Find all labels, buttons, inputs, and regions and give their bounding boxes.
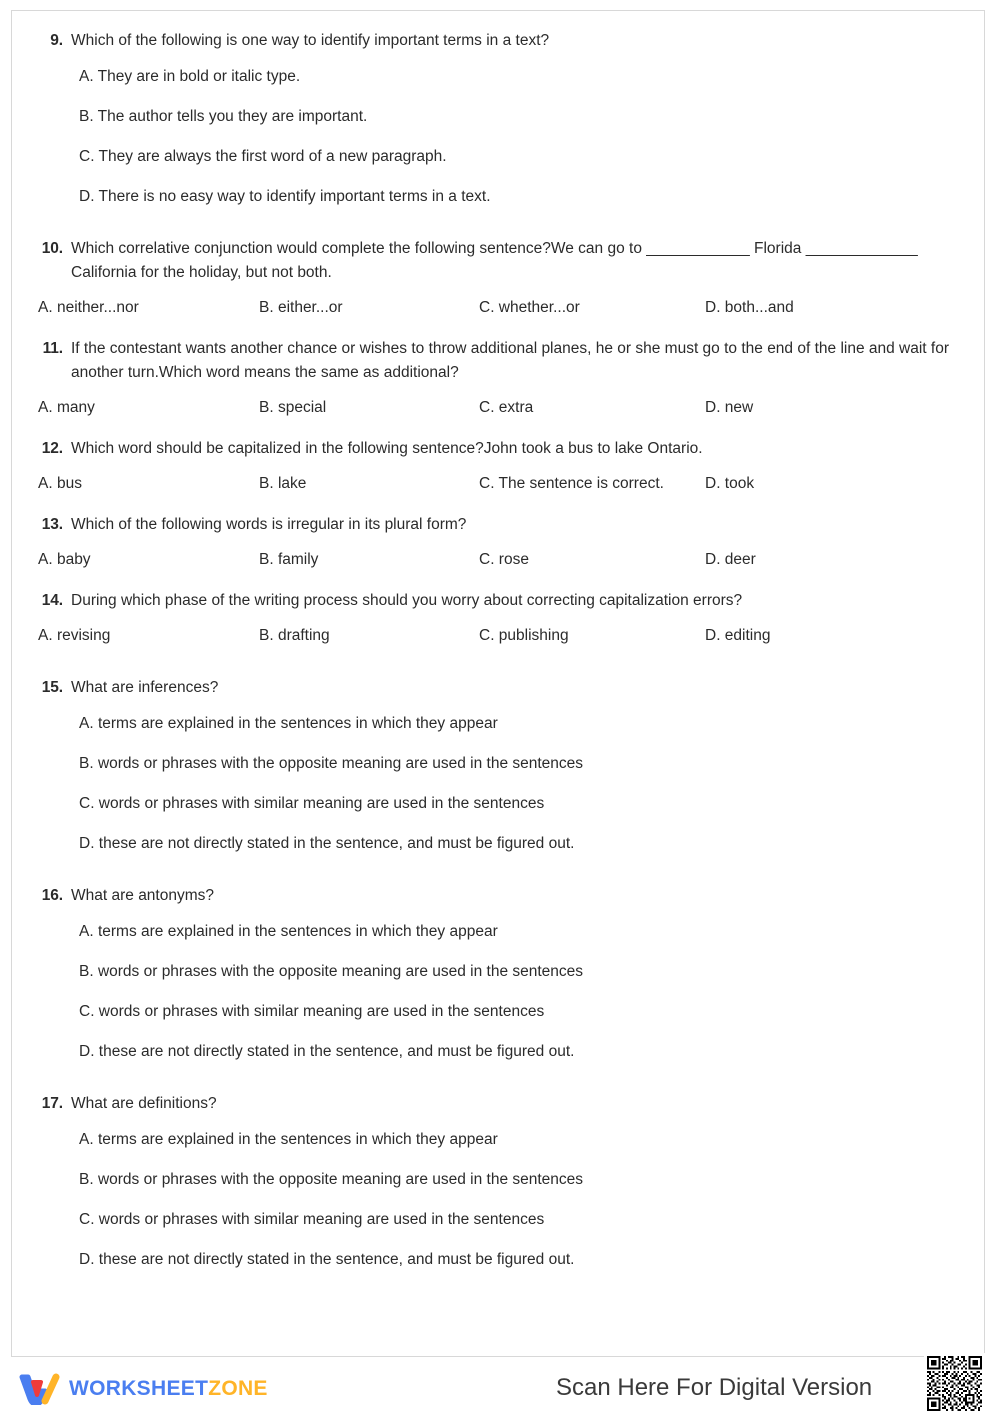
option-list [38,396,968,420]
question-number: 11. [42,340,63,357]
option-d[interactable]: D. editing [705,627,771,644]
option-a[interactable]: A. bus [38,475,82,492]
option-a[interactable]: A. terms are explained in the sentences in which they appear [79,923,498,940]
option-list [38,1128,968,1272]
option-d[interactable]: D. deer [705,551,756,568]
question-block [38,589,968,648]
question-block [38,437,968,496]
option-list [38,472,968,496]
question-block [38,884,968,1064]
option-list [38,624,968,648]
option-b[interactable]: B. special [259,399,327,416]
option-list [38,712,968,856]
option-b[interactable]: B. drafting [259,627,330,644]
option-c[interactable]: C. They are always the first word of a new paragraph. [79,148,447,165]
question-heading [38,884,968,908]
question-heading [38,589,968,613]
question-number: 13. [41,516,63,533]
question-number: 10. [41,240,63,257]
page-footer [0,1364,1000,1414]
question-number: 14. [41,592,63,609]
option-c[interactable]: C. words or phrases with similar meaning are used in the sentences [79,1211,545,1228]
option-a[interactable]: A. They are in bold or italic type. [79,68,301,85]
question-heading [38,237,968,285]
option-d[interactable]: D. both...and [705,299,794,316]
question-block [38,513,968,572]
option-b[interactable]: B. words or phrases with the opposite meaning are used in the sentences [79,755,584,772]
option-list [38,296,968,320]
option-list [38,65,968,209]
question-text: What are definitions? [71,1095,217,1112]
question-heading [38,1092,968,1116]
option-c[interactable]: C. words or phrases with similar meaning are used in the sentences [79,1003,545,1020]
logo-word-worksheet: WORKSHEET [69,1377,209,1400]
worksheet-zone-logo[interactable] [18,1372,268,1406]
question-block [38,337,968,420]
question-text: During which phase of the writing process should you worry about correcting capitalization errors? [71,592,743,609]
option-c[interactable]: C. rose [479,551,529,568]
option-b[interactable]: B. words or phrases with the opposite meaning are used in the sentences [79,963,584,980]
logo-word-zone: ZONE [208,1377,268,1400]
question-heading [38,513,968,537]
question-heading [38,337,968,385]
question-block [38,1092,968,1272]
question-number: 9. [50,32,63,49]
question-text: Which word should be capitalized in the following sentence?John took a bus to lake Ontario. [71,440,703,457]
option-b[interactable]: B. family [259,551,319,568]
question-text: If the contestant wants another chance or wishes to throw additional planes, he or she must go to the end of the line and wait for another turn.Which word means the same as additional? [71,340,950,381]
option-a[interactable]: A. neither...nor [38,299,139,316]
option-a[interactable]: A. many [38,399,95,416]
question-number: 16. [41,887,63,904]
option-c[interactable]: C. whether...or [479,299,580,316]
option-list [38,548,968,572]
worksheet-page-frame [11,10,985,1357]
option-c[interactable]: C. publishing [479,627,569,644]
option-c[interactable]: C. The sentence is correct. [479,475,664,492]
questions-container [38,29,968,1292]
qr-code[interactable] [924,1353,985,1414]
question-number: 12. [41,440,63,457]
option-c[interactable]: C. words or phrases with similar meaning are used in the sentences [79,795,545,812]
option-a[interactable]: A. revising [38,627,111,644]
option-d[interactable]: D. these are not directly stated in the sentence, and must be figured out. [79,1251,575,1268]
scan-instruction-text: Scan Here For Digital Version [556,1374,873,1401]
option-b[interactable]: B. lake [259,475,307,492]
question-text: Which of the following words is irregular in its plural form? [71,516,467,533]
option-d[interactable]: D. these are not directly stated in the sentence, and must be figured out. [79,1043,575,1060]
option-list [38,920,968,1064]
option-c[interactable]: C. extra [479,399,534,416]
option-d[interactable]: D. new [705,399,754,416]
option-d[interactable]: D. There is no easy way to identify important terms in a text. [79,188,491,205]
question-text: What are antonyms? [71,887,215,904]
option-b[interactable]: B. words or phrases with the opposite meaning are used in the sentences [79,1171,584,1188]
option-a[interactable]: A. baby [38,551,91,568]
option-d[interactable]: D. these are not directly stated in the sentence, and must be figured out. [79,835,575,852]
question-block [38,29,968,209]
question-heading [38,437,968,461]
logo-text [69,1377,268,1401]
option-a[interactable]: A. terms are explained in the sentences in which they appear [79,1131,498,1148]
question-text: What are inferences? [71,679,219,696]
question-block [38,676,968,856]
question-block [38,237,968,320]
question-number: 17. [41,1095,63,1112]
question-text: Which correlative conjunction would complete the following sentence?We can go to ____________ Florida _____________ California for the holiday, but not both. [71,240,918,281]
question-number: 15. [41,679,63,696]
logo-w-mark-icon [18,1373,62,1405]
option-d[interactable]: D. took [705,475,755,492]
option-b[interactable]: B. The author tells you they are important. [79,108,368,125]
option-b[interactable]: B. either...or [259,299,343,316]
option-a[interactable]: A. terms are explained in the sentences in which they appear [79,715,498,732]
question-text: Which of the following is one way to identify important terms in a text? [71,32,550,49]
question-heading [38,676,968,700]
question-heading [38,29,968,53]
